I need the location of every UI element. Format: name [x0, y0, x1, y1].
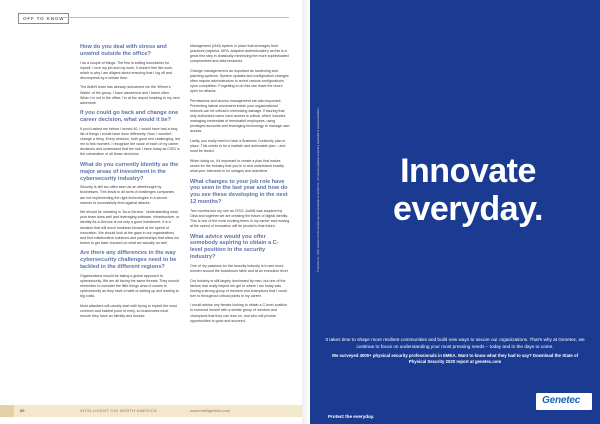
article-paragraph: The AuthN team has already nicknamed me the 'Where's Waldo' of the group. I have wanderlust and I travel often. When I'm not in the office, I'm at the airport heading to my next adventure. [80, 85, 180, 105]
ad-headline: Innovate everyday. [393, 152, 543, 228]
article-paragraph: I would advise any female looking to obtain a C-level position to surround herself with a similar group of mentors and champions that they can lean on, and who will provide opportunities to grow and succeed. [190, 303, 288, 323]
publication-name: INTELLIGENT CIO NORTH AMERICA [80, 408, 158, 413]
page-number: 60 [20, 408, 25, 413]
ad-call-to-action: We surveyed 4000+ physical security professionals in EMEA. Want to know what they had to say? Download the State of Physical Security 2020 report at genetec.com [331, 353, 579, 364]
article-question: What changes to your job role have you seen in the last year and how do you see these developing in the next 12 months? [190, 178, 288, 205]
genetec-logo: Genetec [542, 395, 581, 406]
article-paragraph: One of my passions for the security industry is to see more women around the boardroom table and at an executive level. [190, 263, 289, 273]
article-paragraph: I do a couple of things. The first is setting boundaries for myself. I love my job and my work, it doesn't feel like work, which is why I am diligent about ensuring that I log off and decompress by a certain time. [80, 60, 173, 80]
article-paragraph: We should be investing in 'As-a-Service.' Understanding what your team does well and leveraging software, infrastructure, or identity As-a-Service is not only a good investment, it is a decision that will move business forward at the speed of innovation. We should look at the gaps in our organizations and find collaborative solutions and partnerships that allow our teams to get laser-focused on what we actually do well. [80, 210, 180, 245]
article-question: Are there any differences in the way cybersecurity challenges need to be tackled in the different regions? [80, 250, 177, 271]
article-paragraph: Security is still too often seen as an afterthought by businesses. This leads to all sorts of challenges companies are not implementing the right technologies in a secure manner to successfully fend against attacks. [80, 185, 175, 205]
article-question: What do you currently identify as the major areas of investment in the cybersecurity industry? [80, 162, 179, 182]
article-column-right [190, 44, 290, 328]
article-question: If you could go back and change one career decision, what would it be? [80, 110, 179, 124]
article-paragraph: When doing so, it's important to create a plan that makes sense for the industry that you're in and understand exactly what your tolerance is for outages and downtime. [190, 158, 284, 173]
article-paragraph: Most attackers will usually start with trying to exploit the most common and easiest point of entry, so businesses must ensure they have an Identity and Access [80, 303, 177, 318]
article-question: How do you deal with stress and unwind outside the office? [80, 44, 167, 57]
article-paragraph: Organizations should be taking a global approach to cybersecurity. We are all facing the same threats. They should remember to consider the little things when it comes to cybersecurity as they have a habit of adding up and leading to big costs. [80, 273, 179, 299]
article-paragraph: If you'd asked me before I turned 40, I would have had a long list of things I would have done differently. Now, I wouldn't change a thing. Every decision, both good and challenging, led me to this moment. I recognize the value of each of my career decisions and understand that the role I have today as CISO is the culmination of all those decisions. [80, 126, 180, 157]
article-column-left [80, 44, 180, 324]
ad-fineprint-text: © Genetec Inc., 2020. Genetec and the Genetec logo are trademarks of Genetec Inc., and may be registered or pending registration in several jurisdictions. [317, 107, 320, 272]
ad-body: It takes time to shape more resilient communities and build new ways to secure our organizations. That's why at Genetec, we continue to focus on understanding your most pressing needs – today and in the days to come. [325, 337, 585, 349]
ad-tagline: Protect the everyday. [328, 414, 375, 419]
top-rule [63, 17, 289, 18]
article-paragraph: Management (IAM) system in place that leverages best practices (captcha, MFA, adaptive authentication) as this is a great first step in drastically minimizing the more sophisticated compromises and data breaches. [190, 44, 289, 64]
article-question: What advice would you offer somebody aspiring to obtain a C-level position in the security industry? [190, 233, 279, 261]
page-footer [0, 405, 302, 417]
article-paragraph: Permissions and access management are also important. Preventing lateral movement inside your organizational network can be critical in minimizing damage. Ensuring that only authorized users have access is critical, which includes managing credentials of terminated employees, using privileged accounts and leveraging technology to manage user access. [190, 98, 290, 134]
article-paragraph: Two months into my role as CISO, AuthN was acquired by Okta and together we are creating the future of digital identity. This is one of the most exciting times in my career and moving at the speed of innovation will be pivotal to that future. [190, 208, 290, 229]
page-gutter [302, 0, 310, 424]
publication-url: www.intelligentcio.com [190, 408, 231, 413]
article-paragraph: Change management is as important as hardening and patching systems. System updates and configuration changes often require administrators to revert various configurations upon completion. Forgetting to do this can leave the doors open for attacks. [190, 68, 289, 94]
article-paragraph: Lastly, you really need to have a Business Continuity plan in place. This needs to be a realistic and actionable plan – and must be tested. [190, 139, 286, 154]
page-number-tab [0, 405, 14, 417]
advertisement-page [310, 0, 600, 424]
section-tag: OFF TO KNOW [18, 13, 69, 24]
ad-fineprint [312, 12, 318, 272]
article-paragraph: Our industry is still largely dominated by men, but one of the factors that really helped me get to where I am today was having a strong group of mentors and champions that I could turn to throughout critical points in my career. [190, 278, 287, 298]
